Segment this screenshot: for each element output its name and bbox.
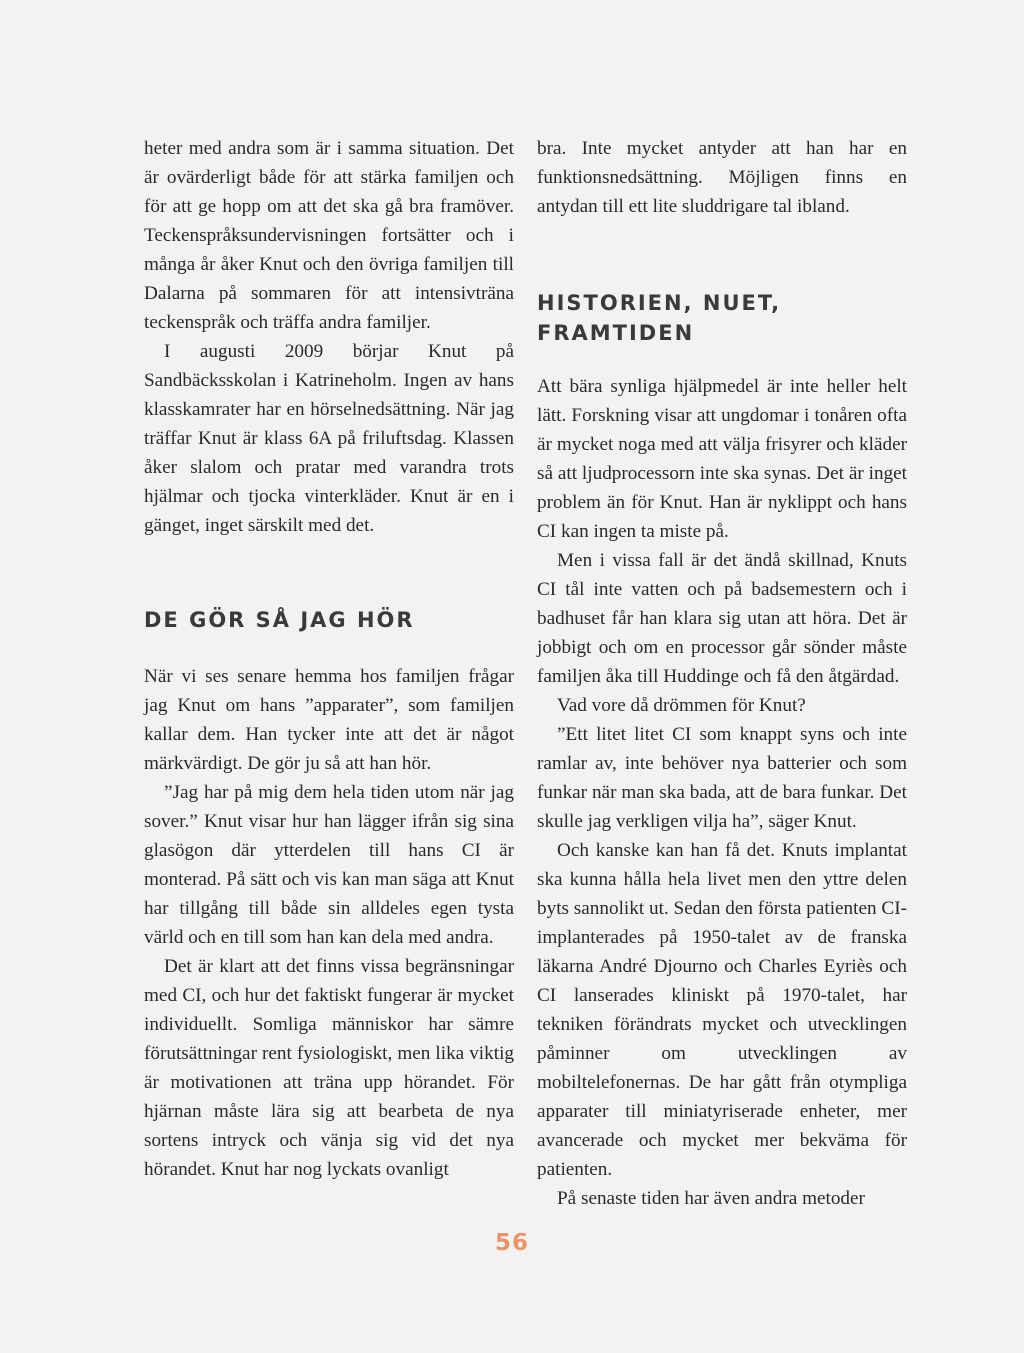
page-number: 56 xyxy=(494,1230,529,1256)
left-column xyxy=(144,134,514,1184)
body-paragraph: På senaste tiden har även andra metoder xyxy=(557,1188,865,1209)
right-column xyxy=(537,134,907,1213)
section-heading-line: FRAMTIDEN xyxy=(537,321,695,345)
body-paragraph: ”Jag har på mig dem hela tiden utom när jag sover.” Knut visar hur han lägger ifrån sig sina glasögon där ytterdelen till hans CI är monterad. På sätt och vis kan man säga att Knut har tillgång till både sin alldeles egen tysta värld och en till som han kan dela med andra. xyxy=(144,782,514,948)
body-paragraph: När vi ses senare hemma hos familjen frågar jag Knut om hans ”apparater”, som familjen kallar dem. Han tycker inte att det är något märkvärdigt. De gör ju så att han hör. xyxy=(144,666,514,774)
body-paragraph: Men i vissa fall är det ändå skillnad, Knuts CI tål inte vatten och på badsemestern och i badhuset får han klara sig utan att höra. Det är jobbigt och om en processor går sönder måste familjen åka till Huddinge och få den åtgärdad. xyxy=(537,550,907,687)
body-paragraph: Det är klart att det finns vissa begränsningar med CI, och hur det faktiskt fungerar är mycket individuellt. Somliga människor har sämre förutsättningar rent fysiologiskt, men lika viktig är motivationen att träna upp hörandet. För hjärnan måste lära sig att bearbeta de nya sortens intryck och vänja sig vid det nya hörandet. Knut har nog lyckats ovanligt xyxy=(144,956,514,1180)
body-paragraph: Vad vore då drömmen för Knut? xyxy=(557,695,806,716)
body-paragraph: Att bära synliga hjälpmedel är inte heller helt lätt. Forskning visar att ungdomar i tonåren ofta är mycket noga med att välja frisyrer och kläder så att ljudprocessorn inte ska synas. Det är inget problem än för Knut. Han är nyklippt och hans CI kan ingen ta miste på. xyxy=(537,376,907,542)
body-paragraph: heter med andra som är i samma situation. Det är ovärderligt både för att stärka familjen och för att ge hopp om att det ska gå bra framöver. Teckenspråksundervisningen fortsätter och i många år åker Knut och den övriga familjen till Dalarna på sommaren för att intensivträna teckenspråk och träffa andra familjer. xyxy=(144,138,514,333)
body-paragraph: Och kanske kan han få det. Knuts implantat ska kunna hålla hela livet men den yttre delen byts sannolikt ut. Sedan den första patienten CI-implanterades på 1950-talet av de franska läkarna André Djourno och Charles Eyriès och CI lanserades kliniskt på 1970-talet, har tekniken förändrats mycket och utvecklingen påminner om utvecklingen av mobiltelefonernas. De har gått från otympliga apparater till miniatyriserade enheter, mer avancerade och mycket mer bekväma för patienten. xyxy=(537,840,907,1180)
body-paragraph: ”Ett litet litet CI som knappt syns och inte ramlar av, inte behöver nya batterier och som funkar när man ska bada, att de bara funkar. Det skulle jag verkligen vilja ha”, säger Knut. xyxy=(537,724,907,832)
section-heading-line: HISTORIEN, NUET, xyxy=(537,291,782,315)
section-heading: DE GÖR SÅ JAG HÖR xyxy=(144,608,415,632)
body-paragraph: I augusti 2009 börjar Knut på Sandbäcksskolan i Katrineholm. Ingen av hans klasskamrater har en hörselnedsättning. När jag träffar Knut är klass 6A på friluftsdag. Klassen åker slalom och pratar med varandra trots hjälmar och tjocka vinterkläder. Knut är en i gänget, inget särskilt med det. xyxy=(144,341,514,536)
section-heading xyxy=(537,288,907,348)
body-paragraph: bra. Inte mycket antyder att han har en funktionsnedsättning. Möjligen finns en antydan till ett lite sluddrigare tal ibland. xyxy=(537,138,907,217)
